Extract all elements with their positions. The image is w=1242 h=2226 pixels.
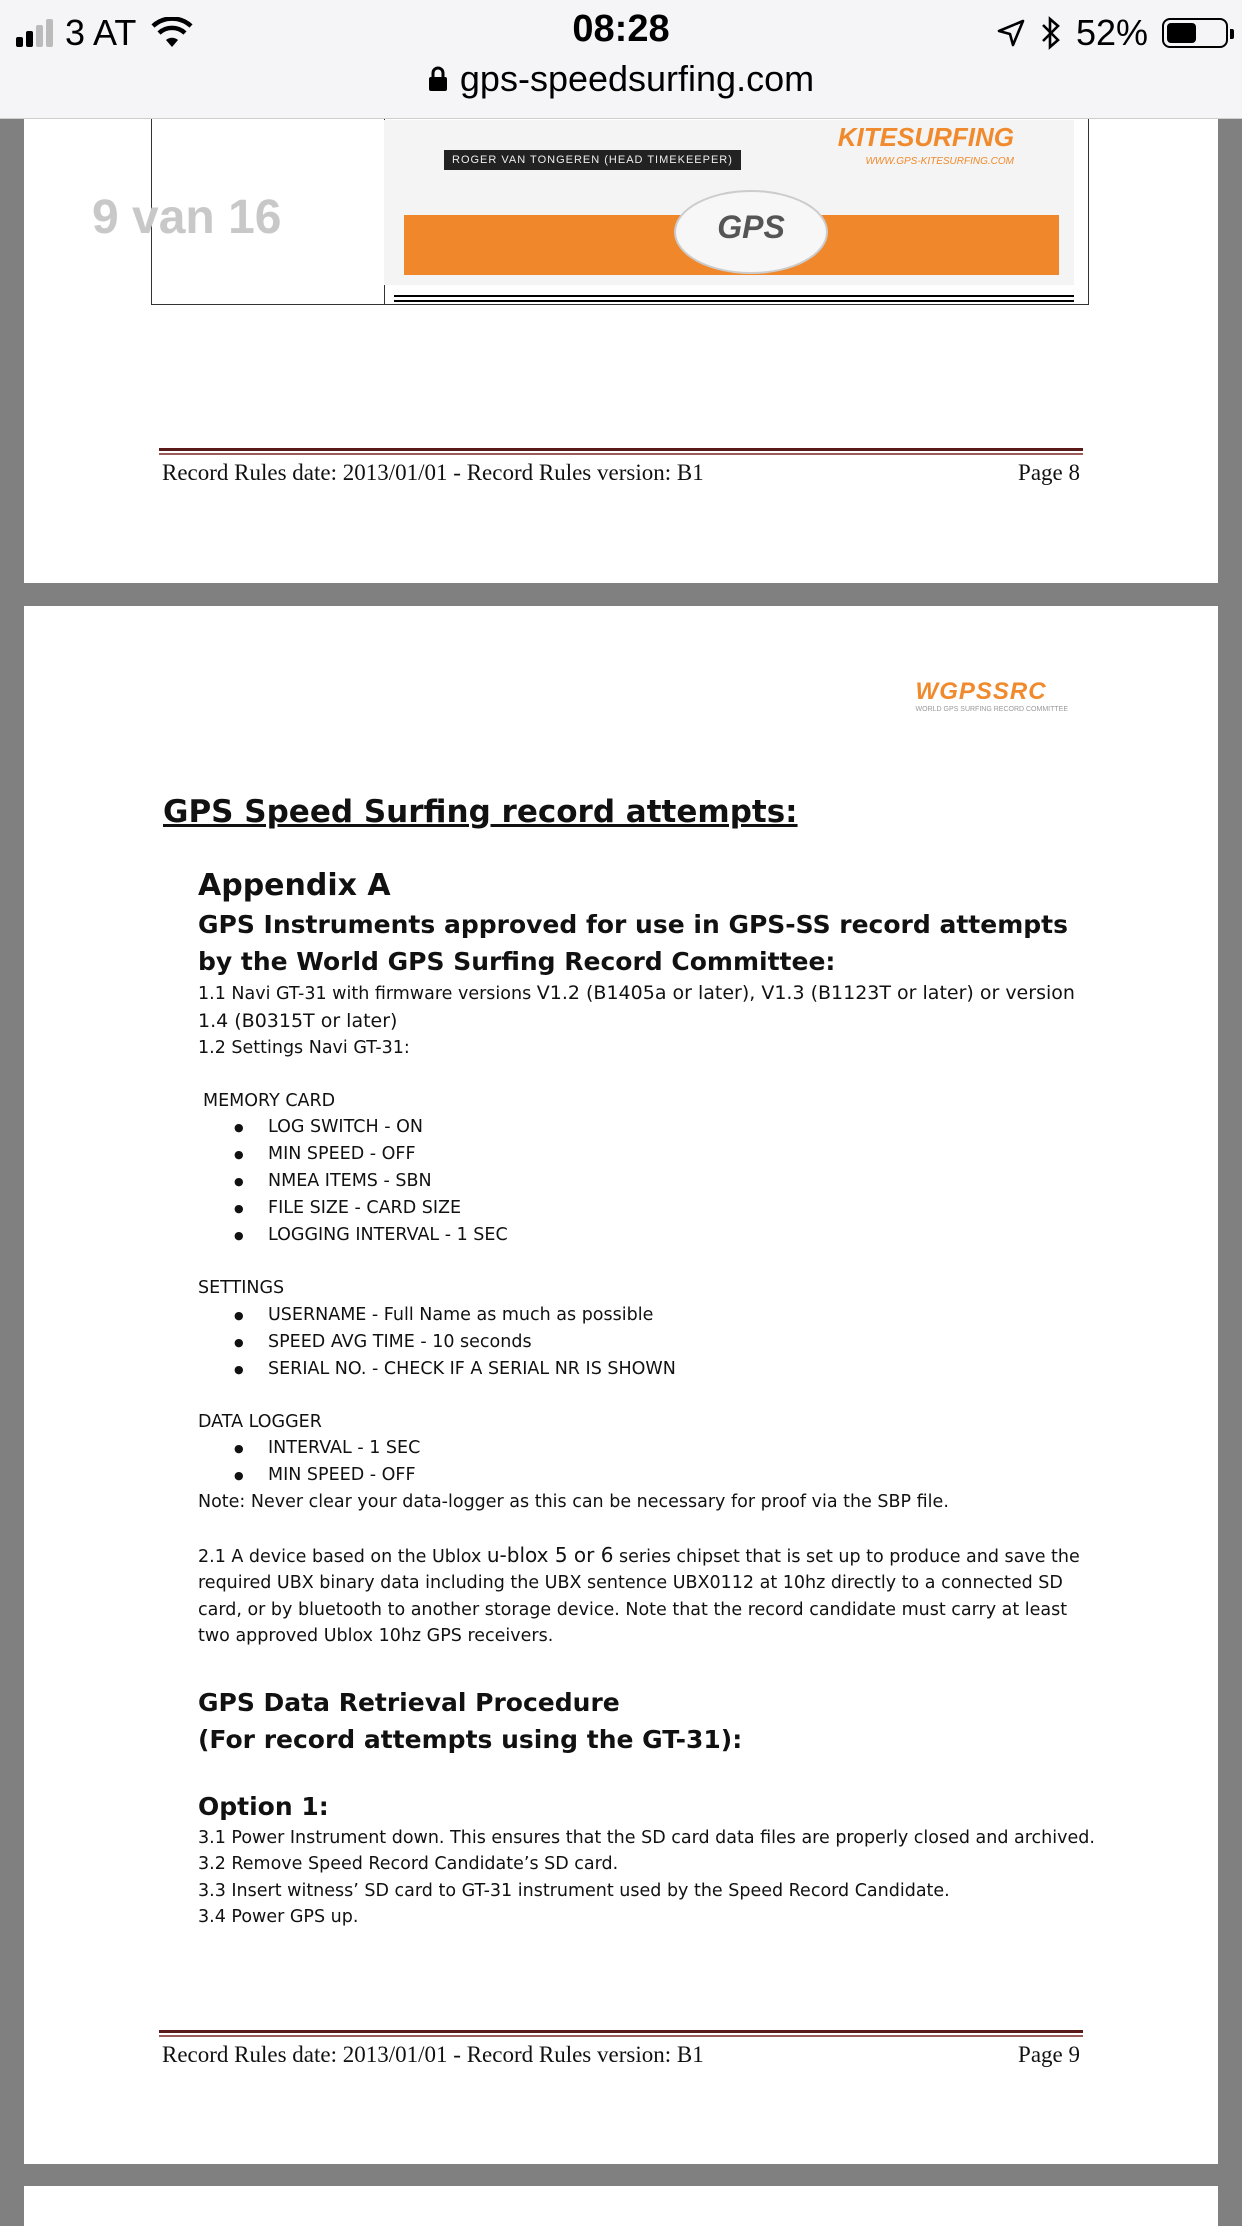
carrier-name: 3 AT [65,12,137,53]
footer-page-number: Page 9 [1018,2042,1080,2067]
data-logger-label: DATA LOGGER [198,1411,322,1432]
footer-date: Record Rules date: 2013/01/01 - Record Rules version: B1 [162,460,704,485]
address-bar[interactable] [0,58,1242,100]
option-1-heading: Option 1: [198,1791,329,1821]
page-footer [162,2042,1080,2068]
settings-label: SETTINGS [198,1278,285,1298]
page-indicator: 9 van 16 [92,191,282,244]
paragraph-1-2: 1.2 Settings Navi GT-31: [198,1038,410,1058]
retrieval-heading-2: (For record attempts using the GT-31): [198,1724,743,1754]
note-paragraph: Note: Never clear your data-logger as this can be necessary for proof via the SBP file. [198,1492,949,1512]
cert-label: ROGER VAN TONGEREN (HEAD TIMEKEEPER) [444,150,741,170]
list-item: ● MIN SPEED - OFF [268,1462,1098,1489]
data-logger-list [198,1435,1098,1489]
clock: 08:28 [572,8,670,50]
retrieval-heading-1: GPS Data Retrieval Procedure [198,1687,620,1717]
cert-gps-logo: GPS [674,190,828,274]
logo-text: WGPSSRC [915,678,1047,705]
footer-rule-thin [159,453,1083,455]
list-item: ● MIN SPEED - OFF [268,1141,1098,1168]
footer-date: Record Rules date: 2013/01/01 - Record Rules version: B1 [162,2042,704,2067]
step-3-3: 3.3 Insert witness’ SD card to GT-31 instrument used by the Speed Record Candidate. [198,1880,950,1901]
footer-rule-thin [159,2035,1083,2037]
list-item: ● INTERVAL - 1 SEC [268,1435,1098,1462]
footer-page-number: Page 8 [1018,460,1080,485]
pdf-page-9 [24,606,1218,2164]
location-arrow-icon [996,18,1026,48]
list-item: ● USERNAME - Full Name as much as possible [268,1302,1098,1329]
step-3-1: 3.1 Power Instrument down. This ensures that the SD card data files are properly closed and archived. [198,1827,1095,1848]
battery-fill [1167,23,1196,43]
url-text: gps-speedsurfing.com [459,58,815,99]
step-3-2: 3.2 Remove Speed Record Candidate’s SD card. [198,1854,619,1874]
list-item: ● SERIAL NO. - CHECK IF A SERIAL NR IS SHOWN [268,1356,1098,1383]
status-bar [0,0,1242,60]
certificate-image [384,120,1074,285]
list-item: ● FILE SIZE - CARD SIZE [268,1195,1098,1222]
step-3-4: 3.4 Power GPS up. [198,1907,359,1927]
list-item: ● NMEA ITEMS - SBN [268,1168,1098,1195]
status-right [996,12,1228,54]
wgpssrc-logo [916,678,1068,713]
bluetooth-icon [1040,16,1062,50]
lock-icon [428,66,448,92]
cert-brand: KITESURFING [837,122,1014,152]
list-item: ● SPEED AVG TIME - 10 seconds [268,1329,1098,1356]
memory-card-label: MEMORY CARD [203,1090,336,1111]
list-item: ● LOGGING INTERVAL - 1 SEC [268,1222,1098,1249]
pdf-page-10 [24,2186,1218,2226]
browser-chrome [0,0,1242,119]
cert-underline [394,295,1074,297]
appendix-heading: Appendix A [198,868,391,903]
cert-web: WWW.GPS-KITESURFING.COM [865,156,1014,167]
page-title: GPS Speed Surfing record attempts: [163,794,798,830]
cert-underline-2 [394,300,1074,302]
settings-list [198,1302,1098,1383]
footer-rule [159,2030,1083,2033]
paragraph-2-1: 2.1 A device based on the Ublox u-blox 5 or 6 series chipset that is set up to produce and save the required UBX binary data including the UBX sentence UBX0112 at 10hz directly to a connected SD card, or by bluetooth to another storage device. Note that the record candidate must carry at least two approved Ublox 10hz GPS receivers. [198,1542,1080,1646]
list-item: ● LOG SWITCH - ON [268,1114,1098,1141]
memory-card-list [198,1114,1098,1249]
pdf-page-8 [24,60,1218,583]
page-footer [162,460,1080,486]
battery-percent: 52% [1075,12,1148,53]
appendix-subtitle: GPS Instruments approved for use in GPS-SS record attempts by the World GPS Surfing Record Committee: [198,910,1068,976]
paragraph-1-1: 1.1 Navi GT-31 with firmware versions V1.2 (B1405a or later), V1.3 (B1123T or later) or version 1.4 (B0315T or later) [198,982,1075,1032]
footer-rule [159,448,1083,451]
battery-icon [1162,18,1228,48]
logo-subtext: WORLD GPS SURFING RECORD COMMITTEE [915,706,1068,713]
